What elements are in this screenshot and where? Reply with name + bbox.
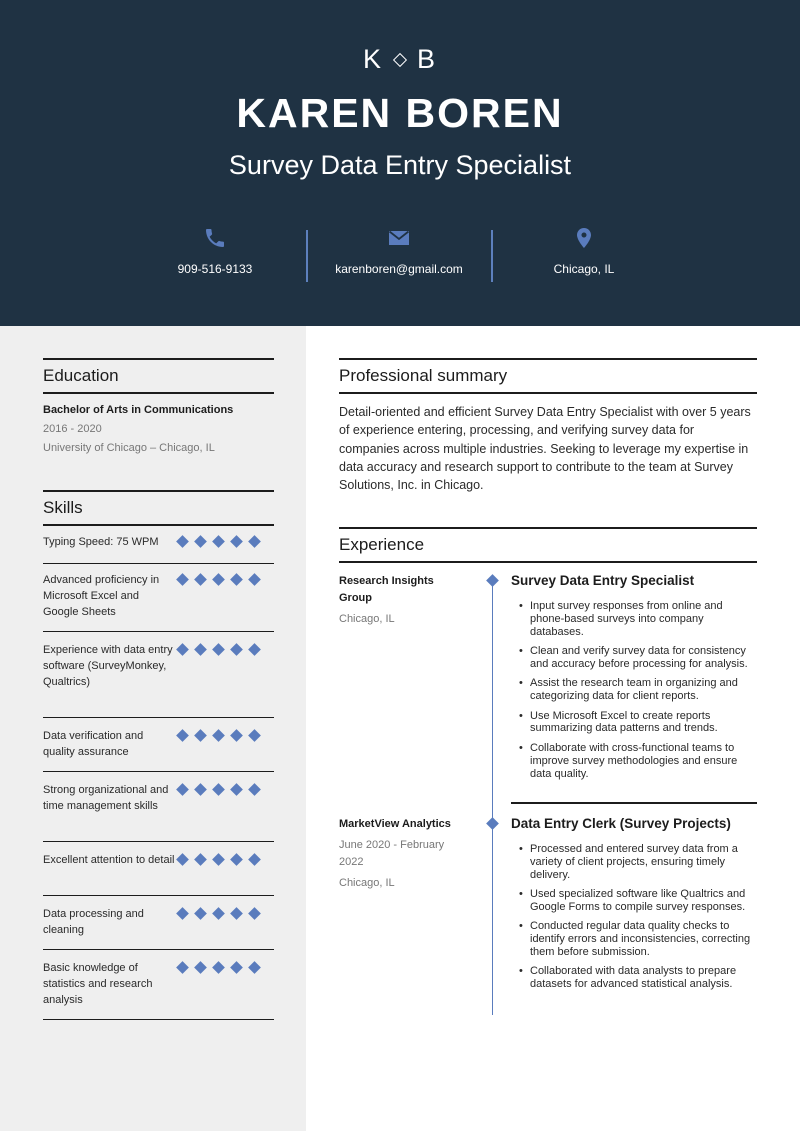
- rating-diamond-icon: [248, 907, 261, 920]
- rating-diamond-icon: [248, 961, 261, 974]
- skill-item: [43, 852, 274, 896]
- list-item: • Used specialized software like Qualtrics and Google Forms to compile survey responses.: [517, 888, 757, 914]
- experience-heading: [339, 527, 757, 563]
- rating-diamond-icon: [230, 853, 243, 866]
- rating-diamond-icon: [230, 907, 243, 920]
- timeline-line: [492, 580, 494, 1015]
- monogram-left: K: [362, 44, 383, 74]
- skill-name: Data processing and cleaning: [43, 908, 144, 936]
- list-item: • Collaborated with data analysts to prepare datasets for advanced statistical analysis.: [517, 965, 757, 991]
- experience-heading-text: Experience: [339, 535, 425, 554]
- phone-text[interactable]: 909-516-9133: [177, 262, 253, 276]
- list-item: • Assist the research team in organizing and categorizing data for client reports.: [517, 677, 757, 703]
- job-title: Data Entry Clerk (Survey Projects): [511, 816, 731, 831]
- job-location: Chicago, IL: [339, 613, 395, 625]
- email-text[interactable]: karenboren@gmail.com: [335, 262, 463, 276]
- rating-diamond-icon: [248, 729, 261, 742]
- rating-diamond-icon: [248, 643, 261, 656]
- skill-name: Advanced proficiency in Microsoft Excel and Google Sheets: [43, 574, 160, 618]
- rating-diamond-icon: [212, 643, 225, 656]
- list-item: • Input survey responses from online and phone-based surveys into company databases.: [517, 600, 757, 639]
- rating-diamond-icon: [176, 573, 189, 586]
- education-heading: [43, 358, 274, 394]
- monogram-right: B: [417, 44, 438, 74]
- rating-diamond-icon: [230, 643, 243, 656]
- email-icon: [307, 226, 491, 252]
- skill-name: Experience with data entry software (SurveyMonkey, Qualtrics): [43, 644, 173, 688]
- skill-rating: [178, 909, 259, 918]
- monogram-diamond-icon: [393, 52, 407, 66]
- rating-diamond-icon: [176, 961, 189, 974]
- rating-diamond-icon: [176, 729, 189, 742]
- rating-diamond-icon: [230, 961, 243, 974]
- skill-item: [43, 960, 274, 1020]
- skills-heading: [43, 490, 274, 526]
- rating-diamond-icon: [194, 535, 207, 548]
- rating-diamond-icon: [194, 643, 207, 656]
- rating-diamond-icon: [176, 907, 189, 920]
- job-divider: [511, 802, 757, 804]
- resume-header: [0, 0, 800, 326]
- rating-diamond-icon: [194, 729, 207, 742]
- skill-name: Basic knowledge of statistics and research analysis: [43, 962, 153, 1006]
- education-school: University of Chicago – Chicago, IL: [43, 442, 215, 454]
- skill-rating: [178, 855, 259, 864]
- education-years: 2016 - 2020: [43, 423, 102, 435]
- job-dates: June 2020 - February 2022: [339, 839, 445, 868]
- list-item: • Clean and verify survey data for consistency and accuracy before processing for analysis.: [517, 645, 757, 671]
- rating-diamond-icon: [194, 853, 207, 866]
- skill-name: Strong organizational and time management skills: [43, 784, 169, 812]
- candidate-role: Survey Data Entry Specialist: [228, 150, 572, 180]
- skill-name: Data verification and quality assurance: [43, 730, 144, 758]
- rating-diamond-icon: [248, 573, 261, 586]
- candidate-name: KAREN BOREN: [236, 90, 564, 136]
- contact-email: [307, 226, 491, 276]
- monogram-logo: [0, 44, 800, 75]
- rating-diamond-icon: [176, 535, 189, 548]
- rating-diamond-icon: [194, 907, 207, 920]
- summary-heading-text: Professional summary: [339, 366, 508, 385]
- rating-diamond-icon: [212, 783, 225, 796]
- skill-rating: [178, 731, 259, 740]
- rating-diamond-icon: [176, 643, 189, 656]
- timeline-marker-icon: [486, 817, 499, 830]
- phone-icon: [123, 226, 307, 252]
- job-bullets: [517, 843, 757, 998]
- rating-diamond-icon: [230, 783, 243, 796]
- rating-diamond-icon: [212, 573, 225, 586]
- rating-diamond-icon: [212, 907, 225, 920]
- skill-rating: [178, 963, 259, 972]
- skill-item: [43, 782, 274, 842]
- skill-item: [43, 572, 274, 632]
- skill-name: Excellent attention to detail: [43, 854, 175, 866]
- rating-diamond-icon: [194, 573, 207, 586]
- rating-diamond-icon: [176, 853, 189, 866]
- rating-diamond-icon: [230, 535, 243, 548]
- rating-diamond-icon: [194, 961, 207, 974]
- skill-rating: [178, 537, 259, 546]
- education-degree: Bachelor of Arts in Communications: [43, 404, 234, 416]
- skill-item: [43, 534, 274, 564]
- job-company: Research Insights Group: [339, 575, 434, 604]
- location-icon: [492, 226, 676, 252]
- rating-diamond-icon: [248, 853, 261, 866]
- skill-item: [43, 906, 274, 950]
- skill-item: [43, 728, 274, 772]
- rating-diamond-icon: [212, 961, 225, 974]
- list-item: • Collaborate with cross-functional teams to improve survey methodologies and ensure data quality.: [517, 742, 757, 781]
- rating-diamond-icon: [212, 853, 225, 866]
- education-heading-text: Education: [43, 366, 119, 385]
- list-item: • Processed and entered survey data from a variety of client projects, ensuring timely delivery.: [517, 843, 757, 882]
- rating-diamond-icon: [230, 729, 243, 742]
- rating-diamond-icon: [176, 783, 189, 796]
- rating-diamond-icon: [248, 535, 261, 548]
- rating-diamond-icon: [194, 783, 207, 796]
- skills-heading-text: Skills: [43, 498, 83, 517]
- job-title: Survey Data Entry Specialist: [511, 573, 695, 588]
- job-bullets: [517, 600, 757, 787]
- summary-text: Detail-oriented and efficient Survey Data Entry Specialist with over 5 years of experience entering, processing, and verifying survey data for companies across multiple industries. Seeking to leverage my expertise in data accuracy and research support to contribute to the team at Survey Solutions, Inc. in Chicago.: [339, 405, 751, 493]
- timeline-marker-icon: [486, 574, 499, 587]
- contact-phone: [123, 226, 307, 276]
- skill-rating: [178, 785, 259, 794]
- list-item: • Use Microsoft Excel to create reports summarizing data patterns and trends.: [517, 710, 757, 736]
- list-item: • Conducted regular data quality checks to identify errors and inconsistencies, correcting them before submission.: [517, 920, 757, 959]
- skill-item: [43, 642, 274, 718]
- location-text: Chicago, IL: [553, 262, 615, 276]
- summary-heading: [339, 358, 757, 394]
- rating-diamond-icon: [248, 783, 261, 796]
- skill-rating: [178, 575, 259, 584]
- rating-diamond-icon: [230, 573, 243, 586]
- contact-location: [492, 226, 676, 276]
- rating-diamond-icon: [212, 729, 225, 742]
- job-location: Chicago, IL: [339, 877, 395, 889]
- job-company: MarketView Analytics: [339, 818, 451, 830]
- skill-rating: [178, 645, 259, 654]
- skill-name: Typing Speed: 75 WPM: [43, 536, 159, 548]
- rating-diamond-icon: [212, 535, 225, 548]
